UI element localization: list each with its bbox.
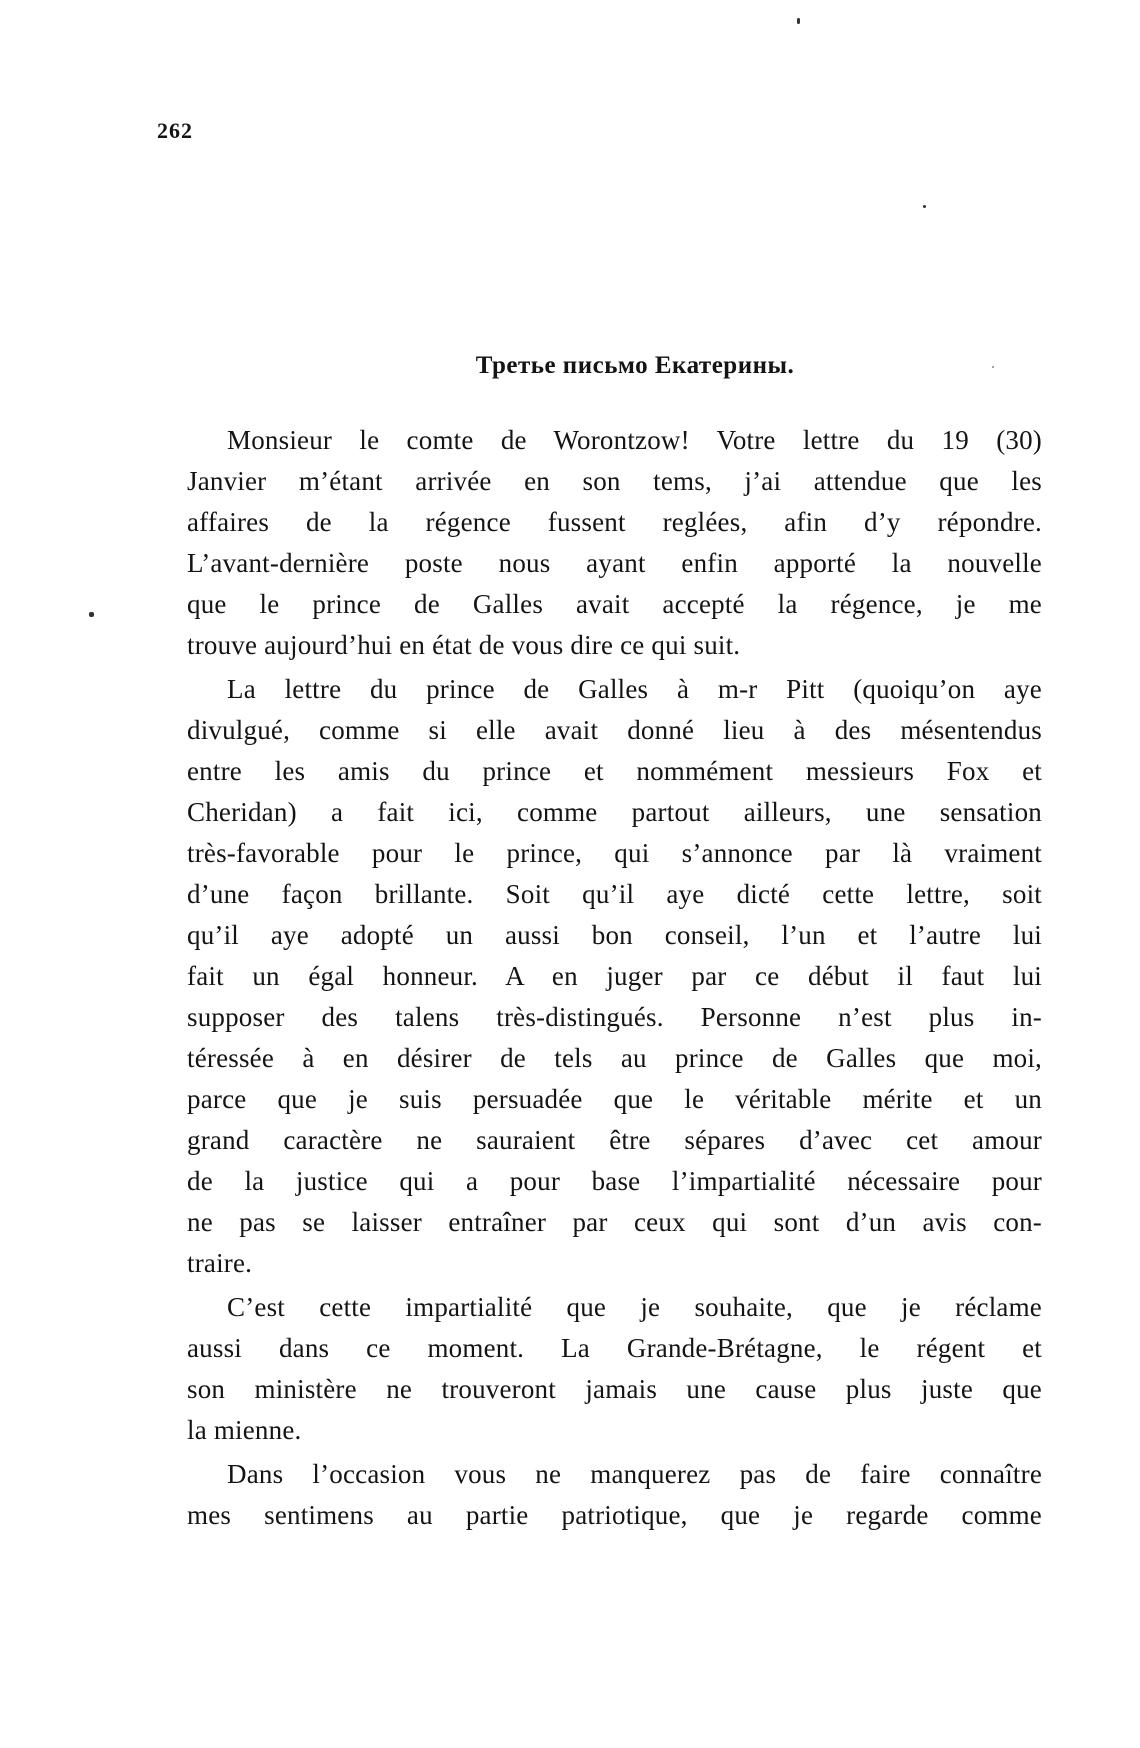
text-line: ne pas se laisser entraîner par ceux qui sont d’un avis con- xyxy=(187,1207,1042,1237)
text-line: Janvier m’étant arrivée en son tems, j’ai attendue que les xyxy=(187,466,1042,496)
letter-body xyxy=(187,420,1042,1536)
scan-speck xyxy=(923,205,926,208)
text-line: téressée à en désirer de tels au prince de Galles que moi, xyxy=(187,1043,1042,1073)
text-line: d’une façon brillante. Soit qu’il aye dicté cette lettre, soit xyxy=(187,879,1042,909)
text-line: L’avant-dernière poste nous ayant enfin apporté la nouvelle xyxy=(187,548,1042,578)
text-line: que le prince de Galles avait accepté la régence, je me xyxy=(187,589,1042,619)
text-line: son ministère ne trouveront jamais une cause plus juste que xyxy=(187,1374,1042,1404)
paragraph-1 xyxy=(187,420,1042,666)
text-line: affaires de la régence fussent reglées, afin d’y répondre. xyxy=(187,507,1042,537)
paragraph-4 xyxy=(187,1454,1042,1536)
paragraph-3 xyxy=(187,1287,1042,1451)
page-number: 262 xyxy=(157,118,193,143)
text-line: Monsieur le comte de Worontzow! Votre lettre du 19 (30) xyxy=(227,425,1042,455)
text-line: Cheridan) a fait ici, comme partout ailleurs, une sensation xyxy=(187,797,1042,827)
text-line: traire. xyxy=(187,1248,253,1278)
scan-speck xyxy=(797,18,800,24)
text-line: Dans l’occasion vous ne manquerez pas de faire connaître xyxy=(227,1459,1042,1489)
text-line: grand caractère ne sauraient être sépares d’avec cet amour xyxy=(187,1125,1042,1155)
text-line: trouve aujourd’hui en état de vous dire ce qui suit. xyxy=(187,630,741,660)
text-line: parce que je suis persuadée que le véritable mérite et un xyxy=(187,1084,1042,1114)
text-line: la mienne. xyxy=(187,1415,302,1445)
text-line: C’est cette impartialité que je souhaite, que je réclame xyxy=(227,1292,1042,1322)
text-line: divulgué, comme si elle avait donné lieu à des mésentendus xyxy=(187,715,1042,745)
text-line: aussi dans ce moment. La Grande-Brétagne, le régent et xyxy=(187,1333,1042,1363)
letter-heading: Третье письмо Екатерины. xyxy=(475,352,795,379)
text-line: La lettre du prince de Galles à m-r Pitt (quoiqu’on aye xyxy=(227,674,1042,704)
text-line: mes sentimens au partie patriotique, que je regarde comme xyxy=(187,1500,1042,1530)
text-line: entre les amis du prince et nommément messieurs Fox et xyxy=(187,756,1042,786)
paragraph-2 xyxy=(187,669,1042,1284)
scan-speck xyxy=(992,366,994,368)
text-line: fait un égal honneur. A en juger par ce début il faut lui xyxy=(187,961,1042,991)
scan-speck xyxy=(89,612,94,617)
text-line: de la justice qui a pour base l’impartialité nécessaire pour xyxy=(187,1166,1042,1196)
text-line: supposer des talens très-distingués. Personne n’est plus in- xyxy=(187,1002,1042,1032)
text-line: qu’il aye adopté un aussi bon conseil, l’un et l’autre lui xyxy=(187,920,1042,950)
text-line: très-favorable pour le prince, qui s’annonce par là vraiment xyxy=(187,838,1042,868)
